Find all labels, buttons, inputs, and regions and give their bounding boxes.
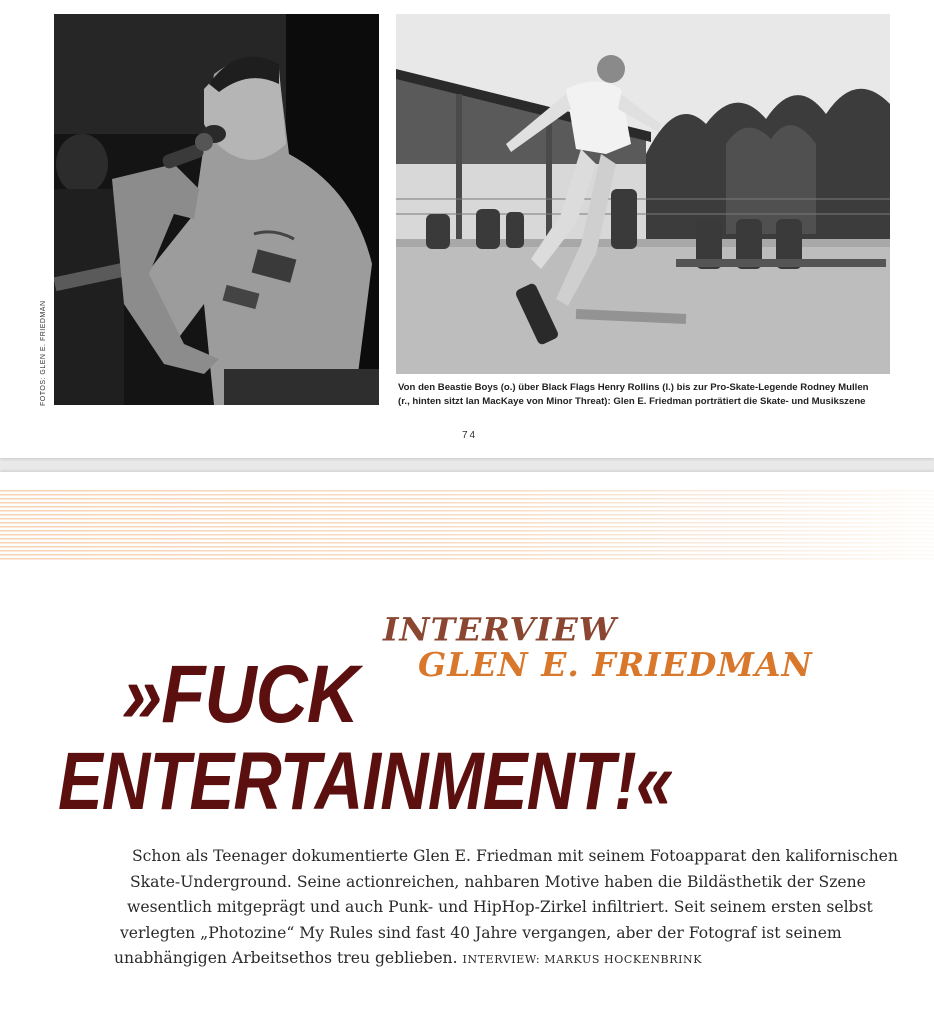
decorative-stripes: [0, 490, 934, 560]
intro-line: Schon als Teenager dokumentierte Glen E. Friedman mit seinem Fotoapparat den kalifornischen: [132, 847, 898, 865]
photo-singer-microphone: [54, 14, 379, 405]
intro-line: Skate-Underground. Seine actionreichen, nahbaren Motive haben die Bildästhetik der Szene: [130, 872, 866, 891]
caption-line: (r., hinten sitzt Ian MacKaye von Minor Threat): Glen E. Friedman porträtiert die Skate- und Musikszene: [398, 395, 866, 407]
photo-credit: FOTOS: GLEN E. FRIEDMAN: [40, 300, 47, 406]
photo-caption: [398, 381, 893, 408]
byline: INTERVIEW: MARKUS HOCKENBRINK: [462, 953, 703, 966]
singer-illustration: [54, 14, 379, 405]
intro-paragraph: [114, 844, 898, 973]
photo-skateboarder: [396, 14, 890, 374]
magazine-page-top: [0, 0, 934, 458]
intro-line: unabhängigen Arbeitsethos treu geblieben.: [114, 949, 458, 967]
page-number: 74: [462, 430, 478, 441]
headline-line-2: ENTERTAINMENT!«: [58, 736, 673, 827]
skateboarder-illustration: [396, 14, 890, 374]
kicker-interview: INTERVIEW: [383, 610, 617, 649]
magazine-page-article: [0, 472, 934, 1024]
headline-line-1: »FUCK: [122, 649, 359, 740]
intro-line: wesentlich mitgeprägt und auch Punk- und HipHop-Zirkel infiltriert. Seit seinem ersten selbst: [127, 898, 873, 916]
kicker-name: GLEN E. FRIEDMAN: [418, 645, 813, 684]
caption-line: Von den Beastie Boys (o.) über Black Flags Henry Rollins (l.) bis zur Pro-Skate-Legende Rodney Mullen: [398, 382, 869, 393]
intro-line: verlegten „Photozine“ My Rules sind fast 40 Jahre vergangen, aber der Fotograf ist seinem: [120, 923, 842, 942]
